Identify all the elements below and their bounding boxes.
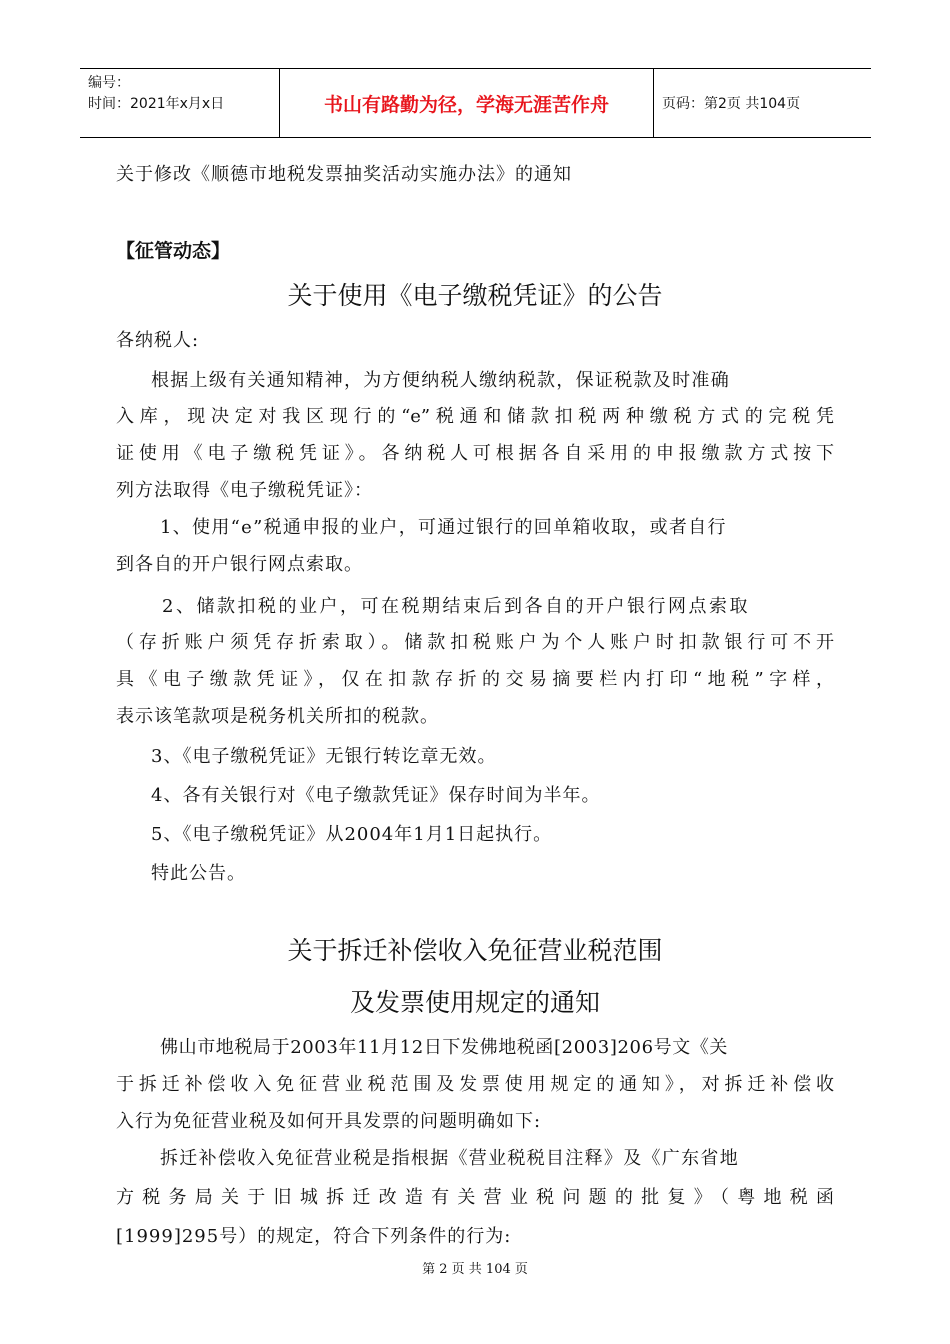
section-tag: 【征管动态】: [116, 240, 231, 262]
item1-line2: 到各自的开户银行网点索取。: [116, 554, 363, 575]
item5: 5、《电子缴税凭证》从2004年1月1日起执行。: [151, 824, 553, 845]
item2-line1: 2、储款扣税的业户，可在税期结束后到各自的开户银行网点索取: [162, 596, 750, 617]
para2-line2: 于拆迁补偿收入免征营业税范围及发票使用规定的通知》，对拆迁补偿收: [116, 1074, 834, 1095]
para1-line4: 列方法取得《电子缴税凭证》：: [116, 480, 373, 501]
item4: 4、各有关银行对《电子缴款凭证》保存时间为半年。: [151, 785, 601, 806]
number-label: 编号：: [88, 75, 130, 91]
motto-text: 书山有路勤为径，学海无涯苦作舟: [323, 93, 609, 116]
header-page-cell: [654, 69, 871, 137]
item2-line2: （存折账户须凭存折索取）。储款扣税账户为个人账户时扣款银行可不开: [116, 632, 834, 653]
para1-line3: 证使用《电子缴税凭证》。各纳税人可根据各自采用的申报缴款方式按下: [116, 443, 834, 464]
para2-line1: 佛山市地税局于2003年11月12日下发佛地税函[2003]206号文《关: [160, 1037, 729, 1058]
para1-line2: 入库，现决定对我区现行的“e”税通和储款扣税两种缴税方式的完税凭: [116, 406, 834, 427]
page-footer: 第 2 页 共 104 页: [422, 1262, 528, 1277]
page-info: 页码：第2页 共104页: [662, 96, 801, 112]
notice-title-line2: 及发票使用规定的通知: [349, 988, 600, 1017]
salutation: 各纳税人:: [116, 330, 200, 351]
para3-line2: 方税务局关于旧城拆迁改造有关营业税问题的批复》（粤地税函: [116, 1187, 834, 1208]
header-meta-cell: [80, 69, 280, 137]
item3: 3、《电子缴税凭证》无银行转讫章无效。: [151, 746, 497, 767]
header-table: [80, 68, 871, 138]
item1-line1: 1、使用“e”税通申报的业户，可通过银行的回单箱收取，或者自行: [160, 517, 727, 538]
closing: 特此公告。: [151, 863, 246, 884]
date-label: 时间：2021年x月x日: [88, 96, 225, 112]
header-motto-cell: [280, 69, 654, 137]
top-notice: 关于修改《顺德市地税发票抽奖活动实施办法》的通知: [116, 164, 572, 185]
para3-line1: 拆迁补偿收入免征营业税是指根据《营业税税目注释》及《广东省地: [160, 1148, 739, 1169]
notice-title-line1: 关于拆迁补偿收入免征营业税范围: [287, 936, 663, 965]
para2-line3: 入行为免征营业税及如何开具发票的问题明确如下:: [116, 1111, 542, 1132]
para1-line1: 根据上级有关通知精神，为方便纳税人缴纳税款，保证税款及时准确: [151, 370, 730, 391]
para3-line3: [1999]295号）的规定，符合下列条件的行为:: [116, 1226, 512, 1247]
item2-line4: 表示该笔款项是税务机关所扣的税款。: [116, 706, 439, 727]
announcement-title: 关于使用《电子缴税凭证》的公告: [287, 281, 663, 310]
item2-line3: 具《电子缴款凭证》，仅在扣款存折的交易摘要栏内打印“地税”字样，: [116, 669, 834, 690]
